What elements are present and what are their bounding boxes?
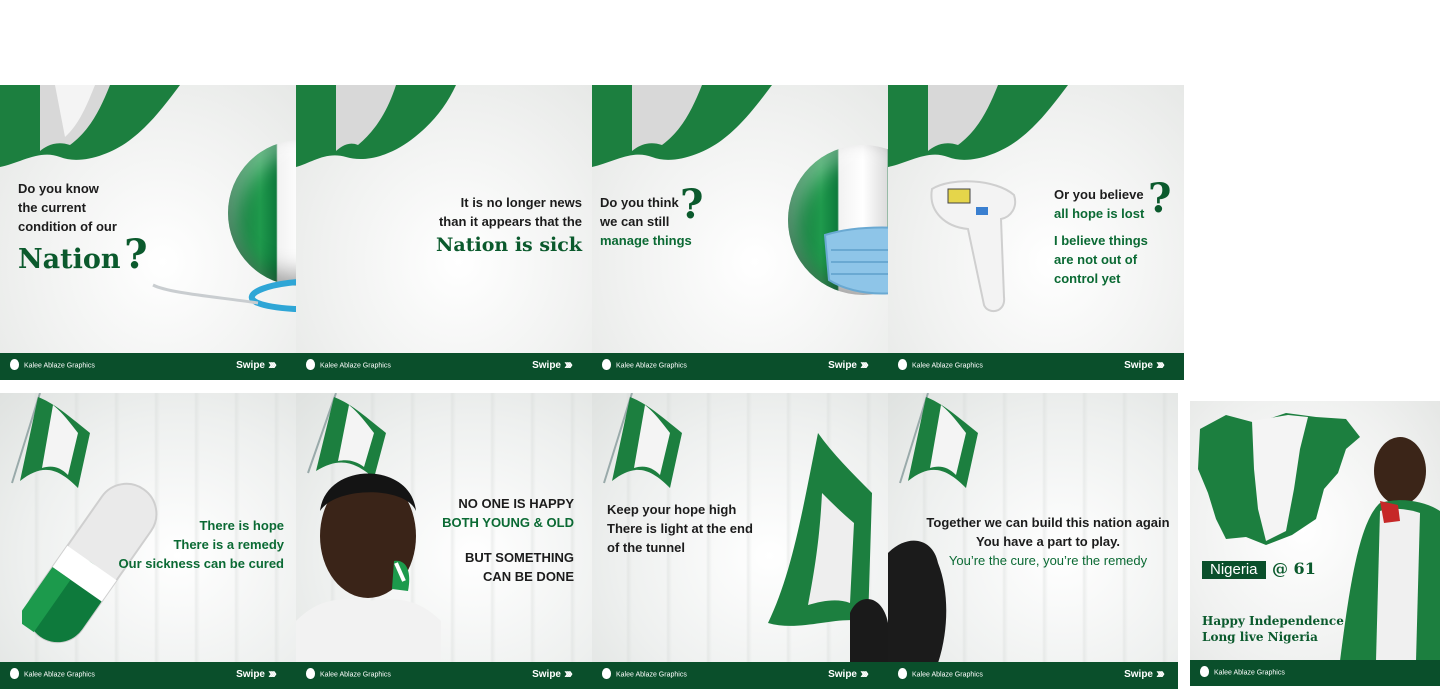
slide-2 xyxy=(296,85,592,380)
slide-footer xyxy=(592,353,888,380)
brand-logo-icon xyxy=(1200,666,1209,677)
slide-2-line-1: It is no longer news xyxy=(460,195,582,210)
slide-9 xyxy=(1190,401,1440,686)
brand-logo-icon xyxy=(306,668,315,679)
question-mark: ? xyxy=(1148,175,1172,222)
brand-name: Kalee Ablaze Graphics xyxy=(320,671,391,679)
chevrons-icon: ››› xyxy=(1156,665,1162,683)
slide-4-line-1: Or you believe xyxy=(1054,187,1144,202)
stethoscope-image xyxy=(148,185,296,315)
brand-name: Kalee Ablaze Graphics xyxy=(320,362,391,370)
slide-4 xyxy=(888,85,1184,380)
brand-logo-icon xyxy=(10,359,19,370)
slide-footer xyxy=(0,662,296,689)
slide-footer xyxy=(0,353,296,380)
brand-name: Kalee Ablaze Graphics xyxy=(912,671,983,679)
brand-name: Kalee Ablaze Graphics xyxy=(1214,669,1285,677)
swipe-button[interactable]: Swipe ››› xyxy=(1124,665,1162,683)
slide-footer xyxy=(592,662,888,689)
brand-name: Kalee Ablaze Graphics xyxy=(912,362,983,370)
chevrons-icon: ››› xyxy=(860,665,866,683)
brand-name: Kalee Ablaze Graphics xyxy=(616,362,687,370)
slide-1-line-3: condition of our xyxy=(18,219,117,234)
swipe-button[interactable]: Swipe ››› xyxy=(236,665,274,683)
question-mark: ? xyxy=(680,181,704,228)
slide-4-line-5: control yet xyxy=(1054,271,1121,286)
person-with-flag-image xyxy=(762,433,888,663)
slide-8-line-2: You have a part to play. xyxy=(976,534,1120,549)
slide-6-line-4: CAN BE DONE xyxy=(482,569,574,584)
chevrons-icon: ››› xyxy=(268,356,274,374)
slide-footer xyxy=(888,662,1178,689)
question-mark: ? xyxy=(124,231,148,278)
chevrons-icon: ››› xyxy=(564,356,570,374)
slide-5 xyxy=(0,393,296,689)
nigeria-tag: Nigeria xyxy=(1202,561,1266,579)
swipe-button[interactable]: Swipe ››› xyxy=(1124,356,1162,374)
slide-5-line-1: There is hope xyxy=(199,518,284,533)
swipe-button[interactable]: Swipe ››› xyxy=(828,665,866,683)
slide-9-line-1: Happy Independence xyxy=(1202,614,1344,628)
chevrons-icon: ››› xyxy=(1156,356,1162,374)
slide-8-line-3: You’re the cure, you’re the remedy xyxy=(948,553,1148,568)
chevrons-icon: ››› xyxy=(860,356,866,374)
slide-4-line-3: I believe things xyxy=(1054,233,1148,248)
brand-logo-icon xyxy=(898,668,907,679)
slide-7-line-3: of the tunnel xyxy=(607,540,685,555)
brand-name: Kalee Ablaze Graphics xyxy=(24,362,95,370)
slide-footer xyxy=(296,353,592,380)
slide-1-line-1: Do you know xyxy=(18,181,99,196)
brand-logo-icon xyxy=(898,359,907,370)
slide-4-line-4: are not out of xyxy=(1054,252,1138,267)
slide-5-line-3: Our sickness can be cured xyxy=(118,556,284,571)
slide-2-headline: Nation is sick xyxy=(436,234,582,256)
slide-1 xyxy=(0,85,296,380)
slide-footer xyxy=(296,662,592,689)
brand-name: Kalee Ablaze Graphics xyxy=(24,671,95,679)
slide-7-line-1: Keep your hope high xyxy=(607,502,737,517)
slide-3-line-1: Do you think xyxy=(600,195,679,210)
slide-6-line-1: NO ONE IS HAPPY xyxy=(458,496,574,511)
man-with-flag-image xyxy=(1340,431,1440,661)
swipe-button[interactable]: Swipe ››› xyxy=(532,356,570,374)
age-label: @ 61 xyxy=(1271,559,1316,578)
face-mask-image xyxy=(817,220,888,300)
slide-6-line-3: BUT SOMETHING xyxy=(464,550,574,565)
slide-6 xyxy=(296,393,592,689)
chevrons-icon: ››› xyxy=(268,665,274,683)
flag-drape-image xyxy=(888,85,1068,175)
slide-7 xyxy=(592,393,888,689)
slide-4-line-2: all hope is lost xyxy=(1054,206,1145,221)
slide-8 xyxy=(888,393,1178,689)
swipe-button[interactable]: Swipe ››› xyxy=(828,356,866,374)
slide-1-line-2: the current xyxy=(18,200,86,215)
brand-logo-icon xyxy=(306,359,315,370)
flag-image xyxy=(600,393,690,488)
swipe-button[interactable]: Swipe ››› xyxy=(236,356,274,374)
slide-6-line-2: BOTH YOUNG & OLD xyxy=(442,515,574,530)
flag-image xyxy=(896,393,986,488)
slide-5-line-2: There is a remedy xyxy=(173,537,284,552)
slide-footer xyxy=(1190,660,1440,686)
nigeria-map-flag-image xyxy=(1196,409,1362,545)
slide-3 xyxy=(592,85,888,380)
flag-drape-image xyxy=(0,85,180,175)
flag-drape-image xyxy=(592,85,772,175)
slide-2-line-2: than it appears that the xyxy=(438,214,582,229)
swipe-button[interactable]: Swipe ››› xyxy=(532,665,570,683)
slide-1-headline: Nation xyxy=(18,244,121,275)
chevrons-icon: ››› xyxy=(564,665,570,683)
slide-9-line-2: Long live Nigeria xyxy=(1202,630,1318,644)
brand-logo-icon xyxy=(602,359,611,370)
slide-footer xyxy=(888,353,1184,380)
brand-name: Kalee Ablaze Graphics xyxy=(616,671,687,679)
brand-logo-icon xyxy=(602,668,611,679)
slide-7-line-2: There is light at the end xyxy=(607,521,753,536)
thermometer-image xyxy=(926,177,1021,317)
slide-3-line-3: manage things xyxy=(600,233,692,248)
flag-drape-image xyxy=(296,85,476,175)
boy-portrait-image xyxy=(296,451,441,663)
brand-logo-icon xyxy=(10,668,19,679)
slide-8-line-1: Together we can build this nation again xyxy=(926,515,1170,530)
slide-3-line-2: we can still xyxy=(600,214,670,229)
